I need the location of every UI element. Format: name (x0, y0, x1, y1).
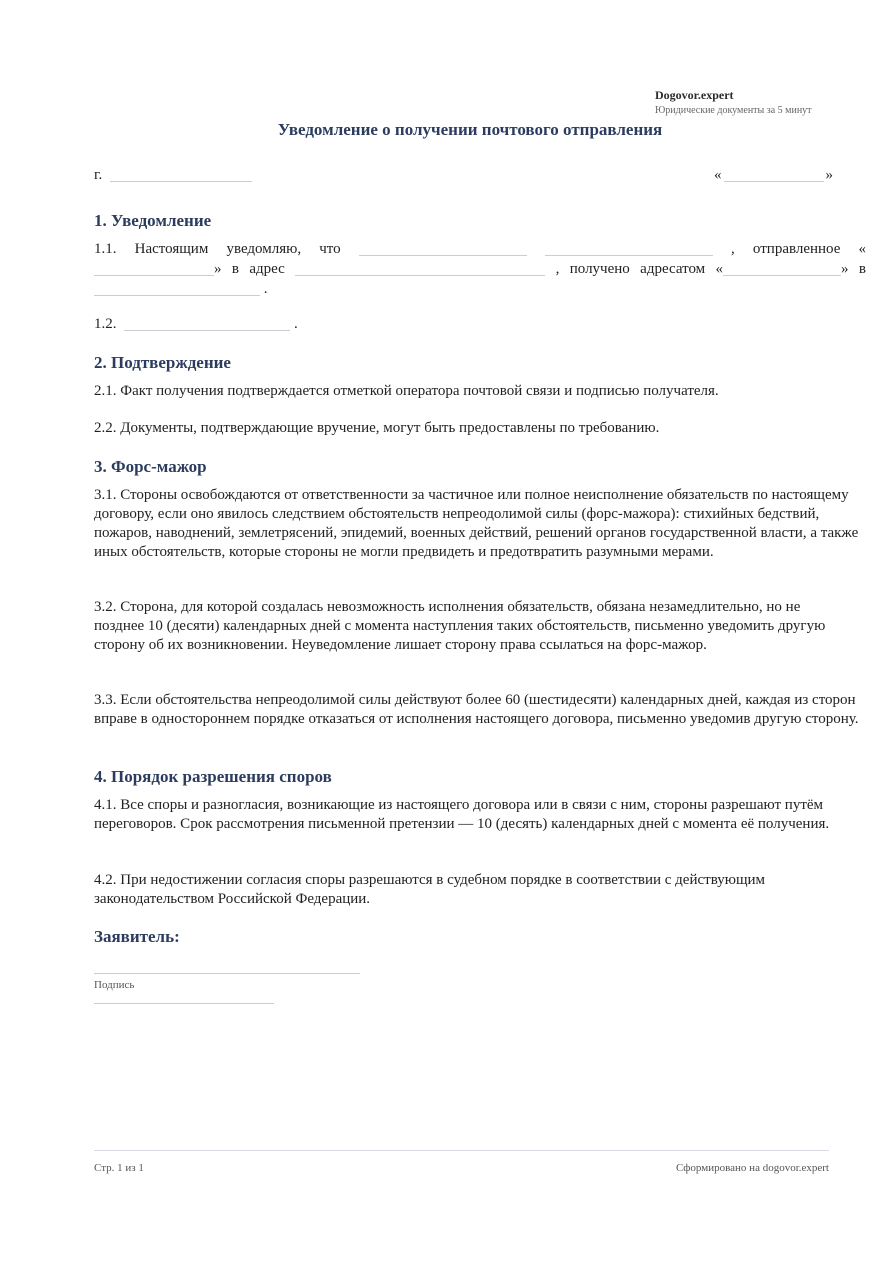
para-1-1-line-2 (94, 260, 866, 279)
para-1-1-line-1 (94, 240, 866, 259)
field-received-time[interactable] (94, 280, 260, 296)
date-close-quote: » (825, 167, 833, 183)
footer-divider (94, 1150, 829, 1151)
applicant-heading: Заявитель: (94, 927, 180, 946)
field-address[interactable] (295, 260, 545, 276)
field-sent-date[interactable] (94, 260, 214, 276)
section-1-heading: 1. Уведомление (94, 211, 212, 230)
city-line (94, 166, 252, 185)
field-item[interactable] (545, 240, 713, 256)
field-sender[interactable] (359, 240, 527, 256)
section-4-heading: 4. Порядок разрешения споров (94, 767, 332, 786)
para-3-1: 3.1. Стороны освобождаются от ответственности за частичное или полное неисполнение обязательств по настоящему договору, если оно явилось следствием обстоятельств непреодолимой силы (форс-мажора): стихийных бедствий, пожаров, наводнений, землетрясений, эпидемий, военных действий, решений органов государственной власти, а также иных обстоятельств, которые стороны не могли предвидеть и предотвратить разумными мерами. (94, 487, 859, 560)
footer-page-number: Стр. 1 из 1 (94, 1162, 144, 1174)
para-1-1-line-3 (94, 280, 884, 299)
section-3-heading: 3. Форс-мажор (94, 457, 207, 476)
para-4-2: 4.2. При недостижении согласия споры разрешаются в судебном порядке в соответствии с действующим законодательством Российской Федерации. (94, 872, 766, 907)
para-1-2 (94, 315, 884, 334)
field-received-date[interactable] (723, 260, 841, 276)
city-field[interactable] (110, 166, 252, 182)
signature-line[interactable] (94, 1003, 274, 1004)
para-2-2: 2.2. Документы, подтверждающие вручение, могут быть предоставлены по требованию. (94, 420, 660, 436)
signature-label: Подпись (94, 979, 135, 991)
footer-generated: Сформировано на dogovor.expert (675, 1162, 829, 1174)
para-1-1-text-a: 1.1. Настоящим уведомляю, что (94, 241, 341, 257)
date-line (714, 166, 833, 185)
document-title: Уведомление о получении почтового отправления (277, 120, 663, 139)
date-open-quote: « (714, 167, 722, 183)
para-4-1: 4.1. Все споры и разногласия, возникающие из настоящего договора или в связи с ним, стороны разрешают путём переговоров. Срок рассмотрения письменной претензии — 10 (десять) календарных дней с момента её получения. (94, 797, 830, 832)
para-3-3: 3.3. Если обстоятельства непреодолимой силы действуют более 60 (шестидесяти) календарных дней, каждая из сторон вправе в одностороннем порядке отказаться от исполнения настоящего договора, письменно уведомив другую сторону. (94, 692, 859, 727)
para-1-1-text-e: » в (841, 261, 867, 277)
date-field[interactable] (724, 166, 824, 182)
para-1-1-text-c: » в адрес (214, 261, 285, 277)
para-3-2: 3.2. Сторона, для которой создалась невозможность исполнения обязательств, обязана незамедлительно, но не позднее 10 (десяти) календарных дней с момента наступления таких обстоятельств, письменно уведомить другую сторону об их возникновении. Неуведомление лишает сторону права ссылаться на форс-мажор. (94, 599, 826, 653)
para-1-2-text-a: 1.2. (94, 316, 117, 332)
para-1-2-text-b: . (294, 316, 298, 332)
city-prefix: г. (94, 167, 103, 183)
brand-tagline: Юридические документы за 5 минут (655, 105, 812, 116)
section-2-heading: 2. Подтверждение (94, 353, 231, 372)
field-1-2[interactable] (124, 315, 290, 331)
brand-name: Dogovor.expert (655, 88, 734, 102)
para-1-1-text-f: . (263, 281, 268, 297)
para-2-1: 2.1. Факт получения подтверждается отметкой оператора почтовой связи и подписью получателя. (94, 383, 719, 399)
para-1-1-text-b: , отправленное « (731, 241, 867, 257)
brand-block (655, 88, 812, 118)
para-1-1-text-d: , получено адресатом « (555, 261, 724, 277)
applicant-name-line[interactable] (94, 973, 360, 974)
